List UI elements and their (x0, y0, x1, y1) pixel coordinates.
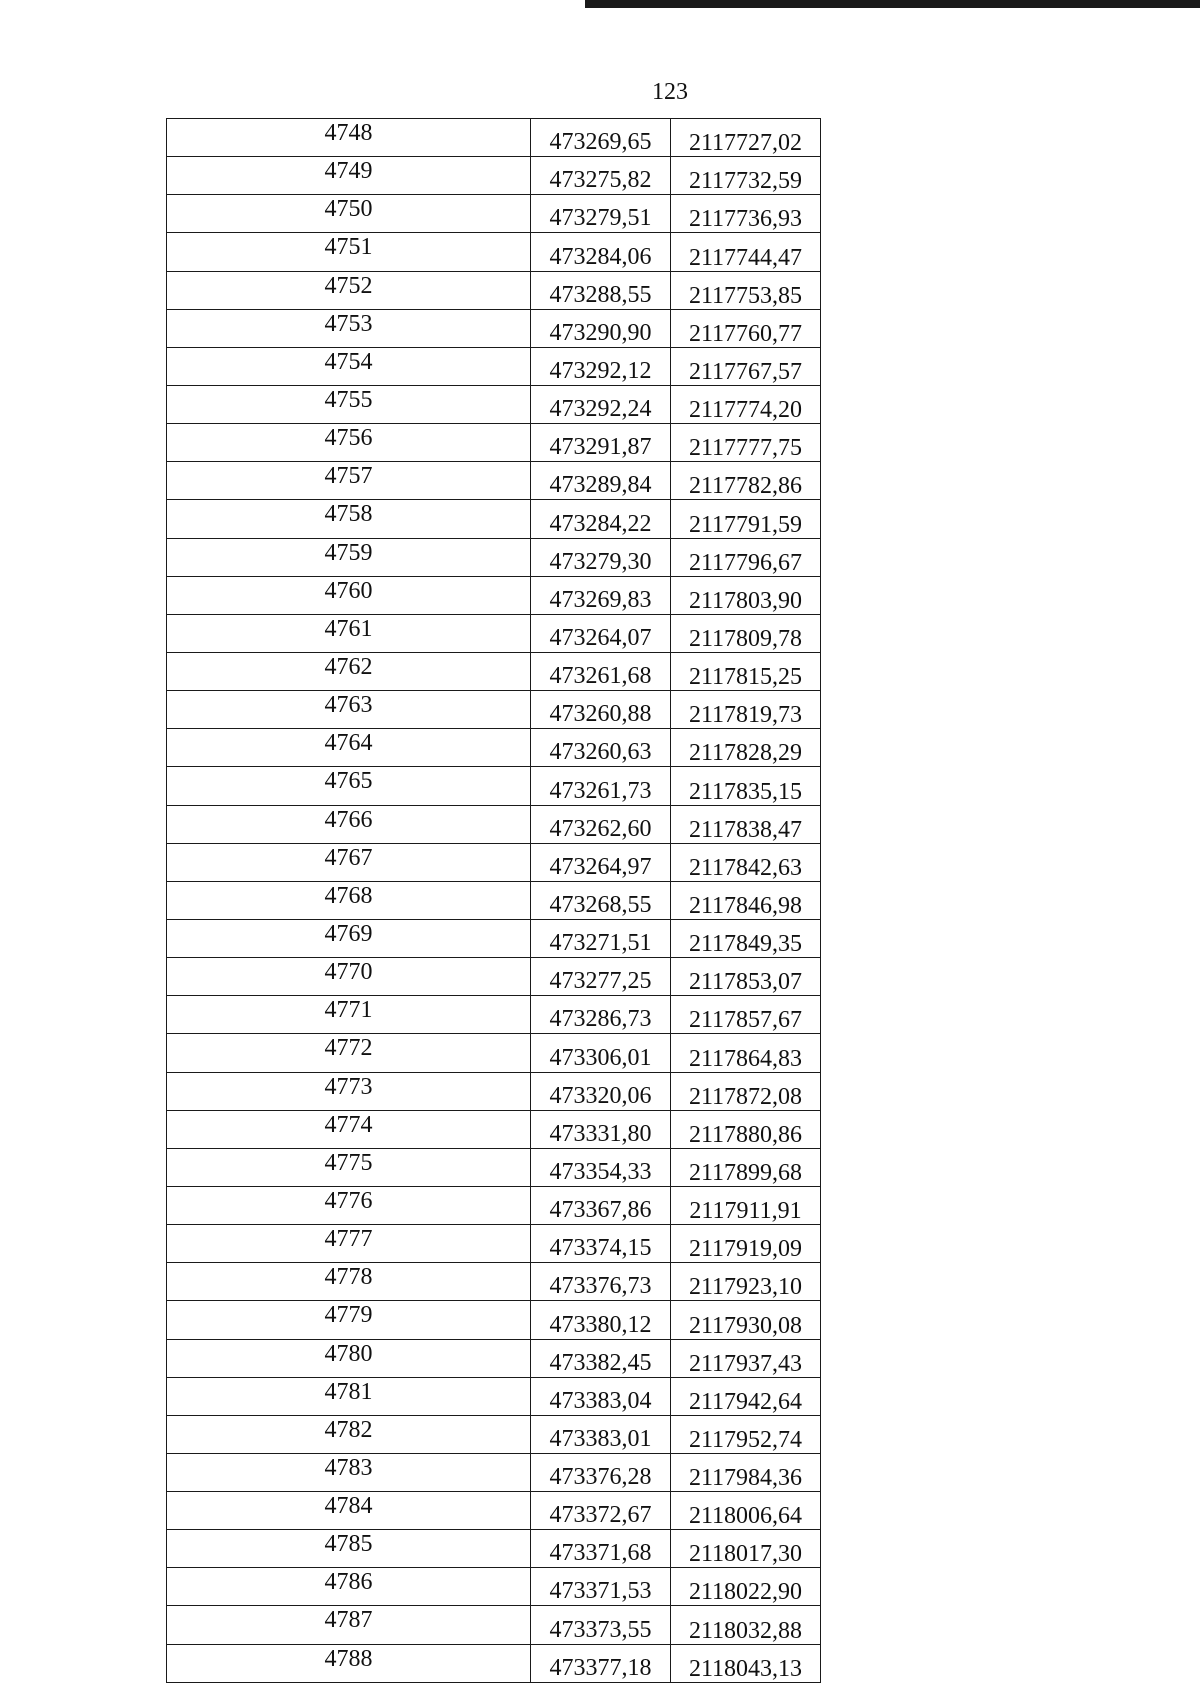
x-coordinate-cell: 473288,55 (531, 271, 671, 309)
x-coordinate-cell: 473374,15 (531, 1225, 671, 1263)
y-coordinate-cell: 2117782,86 (671, 462, 821, 500)
y-coordinate-cell: 2117952,74 (671, 1415, 821, 1453)
table-row (167, 1568, 821, 1606)
coordinates-table-body (167, 119, 821, 1683)
table-row (167, 424, 821, 462)
table-row (167, 767, 821, 805)
x-coordinate-cell: 473269,65 (531, 119, 671, 157)
table-row (167, 1453, 821, 1491)
y-coordinate-cell: 2117838,47 (671, 805, 821, 843)
point-number-cell: 4763 (167, 691, 531, 729)
point-number-cell: 4752 (167, 271, 531, 309)
table-row (167, 462, 821, 500)
x-coordinate-cell: 473371,68 (531, 1530, 671, 1568)
point-number-cell: 4762 (167, 652, 531, 690)
point-number-cell: 4774 (167, 1110, 531, 1148)
x-coordinate-cell: 473376,73 (531, 1263, 671, 1301)
y-coordinate-cell: 2117872,08 (671, 1072, 821, 1110)
y-coordinate-cell: 2117835,15 (671, 767, 821, 805)
point-number-cell: 4751 (167, 233, 531, 271)
y-coordinate-cell: 2118043,13 (671, 1644, 821, 1682)
y-coordinate-cell: 2117842,63 (671, 843, 821, 881)
table-row (167, 691, 821, 729)
y-coordinate-cell: 2117846,98 (671, 881, 821, 919)
y-coordinate-cell: 2117937,43 (671, 1339, 821, 1377)
y-coordinate-cell: 2117744,47 (671, 233, 821, 271)
point-number-cell: 4781 (167, 1377, 531, 1415)
point-number-cell: 4755 (167, 385, 531, 423)
x-coordinate-cell: 473290,90 (531, 309, 671, 347)
y-coordinate-cell: 2117819,73 (671, 691, 821, 729)
y-coordinate-cell: 2118017,30 (671, 1530, 821, 1568)
y-coordinate-cell: 2117736,93 (671, 195, 821, 233)
y-coordinate-cell: 2117774,20 (671, 385, 821, 423)
point-number-cell: 4778 (167, 1263, 531, 1301)
x-coordinate-cell: 473284,06 (531, 233, 671, 271)
point-number-cell: 4771 (167, 996, 531, 1034)
x-coordinate-cell: 473262,60 (531, 805, 671, 843)
y-coordinate-cell: 2117880,86 (671, 1110, 821, 1148)
y-coordinate-cell: 2117727,02 (671, 119, 821, 157)
point-number-cell: 4769 (167, 919, 531, 957)
table-row (167, 1530, 821, 1568)
table-row (167, 157, 821, 195)
table-row (167, 1225, 821, 1263)
table-row (167, 385, 821, 423)
point-number-cell: 4776 (167, 1186, 531, 1224)
table-row (167, 1110, 821, 1148)
y-coordinate-cell: 2117803,90 (671, 576, 821, 614)
x-coordinate-cell: 473320,06 (531, 1072, 671, 1110)
x-coordinate-cell: 473269,83 (531, 576, 671, 614)
table-row (167, 119, 821, 157)
table-row (167, 309, 821, 347)
point-number-cell: 4782 (167, 1415, 531, 1453)
y-coordinate-cell: 2117777,75 (671, 424, 821, 462)
point-number-cell: 4759 (167, 538, 531, 576)
table-row (167, 958, 821, 996)
y-coordinate-cell: 2117791,59 (671, 500, 821, 538)
y-coordinate-cell: 2117923,10 (671, 1263, 821, 1301)
point-number-cell: 4767 (167, 843, 531, 881)
table-row (167, 1339, 821, 1377)
table-row (167, 652, 821, 690)
x-coordinate-cell: 473377,18 (531, 1644, 671, 1682)
y-coordinate-cell: 2117919,09 (671, 1225, 821, 1263)
table-row (167, 919, 821, 957)
table-row (167, 1606, 821, 1644)
point-number-cell: 4749 (167, 157, 531, 195)
point-number-cell: 4772 (167, 1034, 531, 1072)
table-row (167, 881, 821, 919)
x-coordinate-cell: 473279,30 (531, 538, 671, 576)
table-row (167, 996, 821, 1034)
point-number-cell: 4788 (167, 1644, 531, 1682)
point-number-cell: 4768 (167, 881, 531, 919)
table-row (167, 805, 821, 843)
table-row (167, 538, 821, 576)
point-number-cell: 4748 (167, 119, 531, 157)
x-coordinate-cell: 473380,12 (531, 1301, 671, 1339)
x-coordinate-cell: 473268,55 (531, 881, 671, 919)
point-number-cell: 4775 (167, 1148, 531, 1186)
x-coordinate-cell: 473291,87 (531, 424, 671, 462)
x-coordinate-cell: 473292,24 (531, 385, 671, 423)
x-coordinate-cell: 473382,45 (531, 1339, 671, 1377)
point-number-cell: 4766 (167, 805, 531, 843)
coordinates-table (166, 118, 821, 1683)
x-coordinate-cell: 473264,07 (531, 614, 671, 652)
y-coordinate-cell: 2117753,85 (671, 271, 821, 309)
point-number-cell: 4786 (167, 1568, 531, 1606)
y-coordinate-cell: 2117853,07 (671, 958, 821, 996)
y-coordinate-cell: 2118006,64 (671, 1492, 821, 1530)
table-row (167, 1415, 821, 1453)
point-number-cell: 4764 (167, 729, 531, 767)
x-coordinate-cell: 473383,04 (531, 1377, 671, 1415)
page-number: 123 (652, 79, 688, 105)
point-number-cell: 4780 (167, 1339, 531, 1377)
y-coordinate-cell: 2117942,64 (671, 1377, 821, 1415)
table-row (167, 1492, 821, 1530)
table-row (167, 576, 821, 614)
table-row (167, 1263, 821, 1301)
table-row (167, 195, 821, 233)
y-coordinate-cell: 2117815,25 (671, 652, 821, 690)
x-coordinate-cell: 473260,63 (531, 729, 671, 767)
table-row (167, 1377, 821, 1415)
point-number-cell: 4779 (167, 1301, 531, 1339)
y-coordinate-cell: 2117864,83 (671, 1034, 821, 1072)
y-coordinate-cell: 2117857,67 (671, 996, 821, 1034)
table-row (167, 271, 821, 309)
x-coordinate-cell: 473367,86 (531, 1186, 671, 1224)
x-coordinate-cell: 473286,73 (531, 996, 671, 1034)
table-row (167, 1644, 821, 1682)
x-coordinate-cell: 473277,25 (531, 958, 671, 996)
table-row (167, 614, 821, 652)
table-row (167, 1034, 821, 1072)
y-coordinate-cell: 2117849,35 (671, 919, 821, 957)
x-coordinate-cell: 473289,84 (531, 462, 671, 500)
point-number-cell: 4758 (167, 500, 531, 538)
y-coordinate-cell: 2117930,08 (671, 1301, 821, 1339)
point-number-cell: 4784 (167, 1492, 531, 1530)
point-number-cell: 4757 (167, 462, 531, 500)
point-number-cell: 4770 (167, 958, 531, 996)
x-coordinate-cell: 473354,33 (531, 1148, 671, 1186)
x-coordinate-cell: 473284,22 (531, 500, 671, 538)
point-number-cell: 4773 (167, 1072, 531, 1110)
table-row (167, 1186, 821, 1224)
table-row (167, 1072, 821, 1110)
top-border-rule (585, 0, 1200, 8)
point-number-cell: 4765 (167, 767, 531, 805)
x-coordinate-cell: 473331,80 (531, 1110, 671, 1148)
table-row (167, 233, 821, 271)
x-coordinate-cell: 473275,82 (531, 157, 671, 195)
point-number-cell: 4785 (167, 1530, 531, 1568)
x-coordinate-cell: 473261,68 (531, 652, 671, 690)
x-coordinate-cell: 473260,88 (531, 691, 671, 729)
table-row (167, 1301, 821, 1339)
x-coordinate-cell: 473376,28 (531, 1453, 671, 1491)
x-coordinate-cell: 473306,01 (531, 1034, 671, 1072)
point-number-cell: 4750 (167, 195, 531, 233)
y-coordinate-cell: 2117760,77 (671, 309, 821, 347)
y-coordinate-cell: 2118032,88 (671, 1606, 821, 1644)
y-coordinate-cell: 2117911,91 (671, 1186, 821, 1224)
x-coordinate-cell: 473383,01 (531, 1415, 671, 1453)
x-coordinate-cell: 473279,51 (531, 195, 671, 233)
point-number-cell: 4760 (167, 576, 531, 614)
table-row (167, 843, 821, 881)
table-row (167, 1148, 821, 1186)
table-row (167, 500, 821, 538)
point-number-cell: 4756 (167, 424, 531, 462)
y-coordinate-cell: 2117984,36 (671, 1453, 821, 1491)
y-coordinate-cell: 2117732,59 (671, 157, 821, 195)
x-coordinate-cell: 473372,67 (531, 1492, 671, 1530)
y-coordinate-cell: 2117809,78 (671, 614, 821, 652)
point-number-cell: 4787 (167, 1606, 531, 1644)
y-coordinate-cell: 2117828,29 (671, 729, 821, 767)
x-coordinate-cell: 473371,53 (531, 1568, 671, 1606)
point-number-cell: 4783 (167, 1453, 531, 1491)
table-row (167, 729, 821, 767)
x-coordinate-cell: 473292,12 (531, 347, 671, 385)
x-coordinate-cell: 473264,97 (531, 843, 671, 881)
point-number-cell: 4754 (167, 347, 531, 385)
y-coordinate-cell: 2117899,68 (671, 1148, 821, 1186)
table-row (167, 347, 821, 385)
point-number-cell: 4777 (167, 1225, 531, 1263)
x-coordinate-cell: 473373,55 (531, 1606, 671, 1644)
y-coordinate-cell: 2117767,57 (671, 347, 821, 385)
x-coordinate-cell: 473271,51 (531, 919, 671, 957)
y-coordinate-cell: 2117796,67 (671, 538, 821, 576)
x-coordinate-cell: 473261,73 (531, 767, 671, 805)
point-number-cell: 4753 (167, 309, 531, 347)
y-coordinate-cell: 2118022,90 (671, 1568, 821, 1606)
point-number-cell: 4761 (167, 614, 531, 652)
